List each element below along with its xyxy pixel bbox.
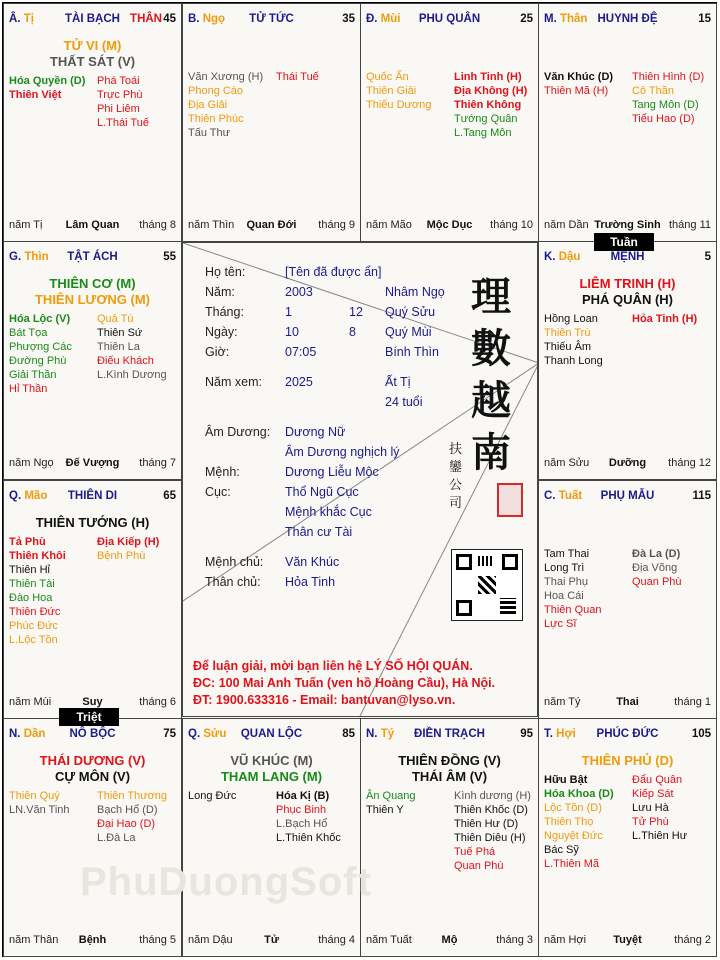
position-branch: Dần: [23, 728, 46, 740]
palace-header: [544, 13, 711, 27]
stars-left-column: [188, 70, 263, 140]
palace-cell-dan: [3, 718, 182, 957]
year-label: năm Dần: [544, 219, 589, 231]
palace-footer: [544, 219, 711, 233]
stars-left-column: [544, 312, 603, 368]
minor-star: Bệnh Phù: [97, 550, 146, 562]
palace-cell-hoi: [538, 718, 717, 957]
year-label: năm Tuất: [366, 934, 412, 946]
main-star: THAM LANG (M): [220, 769, 323, 784]
minor-star: Giải Thần: [9, 369, 57, 381]
palace-age-number: 115: [692, 490, 711, 502]
minor-star: Hữu Bật: [544, 774, 588, 786]
minor-star: Thiên Thọ: [544, 816, 594, 828]
minor-star: Thiên Hỉ: [9, 564, 50, 576]
minor-star: Phúc Đức: [9, 620, 58, 632]
year-can: Nhâm Ngọ: [385, 285, 445, 299]
month-label: tháng 9: [318, 219, 355, 231]
palace-cell-thin: [3, 241, 182, 480]
red-seal-stamp: [497, 483, 523, 517]
minor-star: L.Thái Tuế: [97, 117, 149, 129]
position-label: Â.: [9, 13, 21, 25]
palace-header: [544, 490, 711, 504]
palace-footer: [9, 457, 176, 471]
month-label: tháng 3: [496, 934, 533, 946]
minor-star: Thanh Long: [544, 355, 603, 367]
stars-right-column: [97, 535, 159, 563]
minor-star: Hỉ Thần: [9, 383, 48, 395]
yinyang-label: Âm Dương:: [205, 425, 271, 439]
calligraphy-2: 數: [471, 325, 511, 372]
palace-footer: [544, 457, 711, 471]
palace-cell-suu: [182, 718, 361, 957]
watermark: PhuDuongSoft: [80, 860, 372, 904]
month-label: tháng 1: [674, 696, 711, 708]
cuc-value: Thổ Ngũ Cục: [285, 485, 359, 499]
minor-star: Phong Cáo: [188, 85, 244, 97]
palace-age-number: 35: [342, 13, 355, 25]
minor-star: Đào Hoa: [9, 592, 53, 604]
position-label: T.: [544, 728, 553, 740]
year-label: năm Tý: [544, 696, 581, 708]
stars-right-column: [454, 70, 527, 140]
month-can: Quý Sửu: [385, 305, 436, 319]
minor-star: Bác Sỹ: [544, 844, 579, 856]
menh-chu-label: Mệnh chủ:: [205, 555, 264, 569]
position-branch: Ngọ: [202, 13, 226, 25]
minor-star: Địa Kiếp (H): [97, 536, 160, 548]
month-label: tháng 2: [674, 934, 711, 946]
minor-star: Thiên Trù: [544, 327, 591, 339]
palace-age-number: 55: [163, 251, 176, 263]
minor-star: Thiên Mã (H): [544, 85, 609, 97]
cuc-label: Cục:: [205, 485, 231, 499]
minor-star: Kình dương (H): [454, 790, 531, 802]
day-can: Quý Mùi: [385, 325, 432, 339]
minor-star: Ân Quang: [366, 790, 416, 802]
month-label: tháng 12: [668, 457, 711, 469]
palace-age-number: 45: [163, 13, 176, 25]
palace-header: [366, 13, 533, 27]
stars-right-column: [97, 312, 167, 382]
stars-left-column: [9, 74, 85, 102]
palace-footer: [544, 696, 711, 710]
minor-star: Đà La (D): [632, 548, 681, 560]
position-branch: Mùi: [380, 13, 401, 25]
life-stage: Tử: [264, 934, 279, 946]
palace-cell-ty2: [360, 718, 539, 957]
minor-star: Bát Tọa: [9, 327, 48, 339]
life-stage: Mộc Dục: [426, 219, 473, 231]
minor-star: Thiên Diêu (H): [454, 832, 526, 844]
minor-star: L.Kình Dương: [97, 369, 167, 381]
minor-star: Lộc Tồn (D): [544, 802, 602, 814]
month-label: tháng 10: [490, 219, 533, 231]
stars-right-column: [632, 773, 687, 843]
life-stage: Suy: [82, 696, 103, 708]
minor-star: Hồng Loan: [544, 313, 598, 325]
position-label: B.: [188, 13, 200, 25]
month-label: tháng 7: [139, 457, 176, 469]
minor-star: Điếu Khách: [97, 355, 154, 367]
position-branch: Hợi: [556, 728, 576, 740]
main-star: PHÁ QUÂN (H): [582, 292, 673, 307]
yinyang-value: Dương Nữ: [285, 425, 346, 439]
calligraphy-4: 南: [471, 429, 511, 476]
palace-age-number: 5: [704, 251, 711, 263]
minor-star: Quan Phù: [632, 576, 682, 588]
stars-right-column: [276, 789, 341, 845]
minor-star: Long Trì: [544, 562, 585, 574]
palace-footer: [188, 219, 355, 233]
minor-star: Thiên Hình (D): [632, 71, 705, 83]
age: 24 tuổi: [385, 395, 423, 409]
month-label: tháng 11: [668, 219, 711, 231]
minor-star: Thiên Giải: [366, 85, 417, 97]
palace-cell-ngo: [182, 3, 361, 242]
main-star: TỬ VI (M): [63, 38, 122, 53]
cuc-value3: Thân cư Tài: [285, 525, 353, 539]
minor-star: Thái Tuế: [276, 71, 319, 83]
minor-star: LN.Văn Tinh: [9, 804, 70, 816]
palace-footer: [366, 934, 533, 948]
menh-label: Mệnh:: [205, 465, 240, 479]
minor-star: Linh Tinh (H): [454, 71, 522, 83]
stars-right-column: [632, 70, 704, 126]
palace-header: [9, 251, 176, 265]
position-branch: Tị: [23, 13, 34, 25]
qr-code: [451, 549, 523, 621]
minor-star: Thiên La: [97, 341, 140, 353]
palace-cell-dau: [538, 241, 717, 480]
palace-footer: [9, 934, 176, 948]
palace-name: PHỤ MẪU: [600, 490, 655, 502]
stars-right-column: [632, 312, 697, 326]
year-label: Năm:: [205, 285, 235, 299]
palace-age-number: 95: [520, 728, 533, 740]
menh-value: Dương Liễu Mộc: [285, 465, 379, 479]
life-stage: Quan Đới: [246, 219, 297, 231]
palace-cell-tuat: [538, 480, 717, 719]
life-stage: Mộ: [441, 934, 458, 946]
minor-star: Thiên Sứ: [97, 327, 143, 339]
position-label: G.: [9, 251, 22, 263]
day-value-lunar: 8: [349, 325, 356, 339]
month-label: tháng 6: [139, 696, 176, 708]
palace-header: [9, 728, 176, 742]
main-star: THIÊN LƯƠNG (M): [34, 292, 151, 307]
palace-age-number: 105: [691, 728, 711, 740]
minor-star: Thiên Đức: [9, 606, 61, 618]
main-star: VŨ KHÚC (M): [230, 753, 313, 768]
minor-star: Hóa Khoa (D): [544, 788, 614, 800]
hour-label: Giờ:: [205, 345, 230, 359]
palace-age-number: 85: [342, 728, 355, 740]
palace-name: HUYNH ĐỆ: [597, 13, 658, 25]
minor-star: Quốc Ấn: [366, 71, 409, 83]
minor-star: Thiên Tài: [9, 578, 55, 590]
year-label: năm Dậu: [188, 934, 233, 946]
month-value-lunar: 12: [349, 305, 363, 319]
life-stage: Trường Sinh: [594, 219, 661, 231]
year-label: năm Thân: [9, 934, 59, 946]
chart-center-panel: [182, 242, 538, 717]
main-star: THIÊN TƯỚNG (H): [35, 515, 150, 530]
minor-star: Văn Xương (H): [188, 71, 264, 83]
stars-right-column: [454, 789, 531, 873]
position-label: C.: [544, 490, 556, 502]
position-label: N.: [9, 728, 21, 740]
palace-cell-mao: [3, 480, 182, 719]
stars-left-column: [366, 70, 431, 112]
minor-star: Thiên Khốc (D): [454, 804, 528, 816]
minor-star: Lưu Hà: [632, 802, 669, 814]
minor-star: Thiếu Âm: [544, 341, 592, 353]
palace-footer: [544, 934, 711, 948]
month-value: 1: [285, 305, 292, 319]
hour-value: 07:05: [285, 345, 317, 359]
palace-cell-ty: [3, 3, 182, 242]
stars-right-column: [97, 74, 149, 130]
life-stage: Lâm Quan: [65, 219, 120, 231]
palace-age-number: 65: [163, 490, 176, 502]
position-label: Q.: [9, 490, 22, 502]
position-label: Đ.: [366, 13, 378, 25]
minor-star: Đường Phù: [9, 355, 67, 367]
minor-star: Tấu Thư: [188, 127, 231, 139]
stars-left-column: [366, 789, 416, 817]
calligraphy-3: 越: [471, 377, 511, 424]
minor-star: Địa Không (H): [454, 85, 528, 97]
name-value: [Tên đã được ẩn]: [285, 265, 382, 279]
stars-left-column: [544, 547, 601, 631]
palace-age-number: 25: [520, 13, 533, 25]
minor-star: Hỏa Tinh (H): [632, 313, 698, 325]
palace-age-number: 15: [698, 13, 711, 25]
stars-right-column: [632, 547, 682, 589]
yinyang-value2: Âm Dương nghịch lý: [285, 445, 400, 459]
palace-cell-than: [538, 3, 717, 242]
palace-name: TẬT ÁCH: [67, 251, 118, 263]
palace-name: ĐIỀN TRẠCH: [414, 728, 485, 740]
minor-star: Trực Phù: [97, 89, 143, 101]
palace-age-number: 75: [163, 728, 176, 740]
seal-small-text: 扶 鑾 公 司: [449, 442, 463, 511]
minor-star: Đại Hao (D): [97, 818, 156, 830]
triet-marker: Triệt: [59, 708, 119, 726]
minor-star: Thiên Không: [454, 99, 522, 111]
calligraphy-1: 理: [471, 273, 511, 320]
minor-star: L.Thiên Mã: [544, 858, 600, 870]
life-stage: Thai: [616, 696, 639, 708]
stars-left-column: [9, 535, 66, 647]
palace-header: [9, 13, 176, 27]
minor-star: Hóa Lộc (V): [9, 313, 71, 325]
position-branch: Thân: [559, 13, 588, 25]
main-star: THIÊN CƠ (M): [49, 276, 136, 291]
main-star: THẤT SÁT (V): [49, 54, 136, 69]
minor-star: Hoa Cái: [544, 590, 584, 602]
month-label: tháng 5: [139, 934, 176, 946]
minor-star: Tiểu Hao (D): [632, 113, 695, 125]
minor-star: Long Đức: [188, 790, 237, 802]
stars-left-column: [544, 70, 613, 98]
palace-name: TÀI BẠCH: [65, 13, 120, 25]
month-label: tháng 8: [139, 219, 176, 231]
minor-star: Tướng Quân: [454, 113, 518, 125]
year-label: năm Ngọ: [9, 457, 54, 469]
minor-star: Thiên Thương: [97, 790, 168, 802]
view-year-value: 2025: [285, 375, 313, 389]
palace-name: QUAN LỘC: [240, 728, 303, 740]
minor-star: L.Lộc Tồn: [9, 634, 58, 646]
view-year-can: Ất Tị: [385, 375, 411, 389]
minor-star: L.Đà La: [97, 832, 136, 844]
minor-star: Đẩu Quân: [632, 774, 683, 786]
minor-star: L.Tang Môn: [454, 127, 512, 139]
main-star: CỰ MÔN (V): [54, 769, 131, 784]
position-branch: Thìn: [24, 251, 49, 263]
main-star: THÁI ÂM (V): [411, 769, 488, 784]
position-branch: Mão: [24, 490, 48, 502]
year-label: năm Sửu: [544, 457, 590, 469]
month-label: tháng 4: [318, 934, 355, 946]
contact-line-3: ĐT: 1900.633316 - Email: bantuvan@lyso.vn.: [193, 693, 456, 707]
hour-can: Bính Thìn: [385, 345, 439, 359]
palace-name: PHU QUÂN: [418, 13, 481, 25]
main-star: LIÊM TRINH (H): [579, 276, 676, 291]
year-value: 2003: [285, 285, 313, 299]
position-label: N.: [366, 728, 378, 740]
year-label: năm Hợi: [544, 934, 587, 946]
palace-than-marker: THÂN: [130, 13, 162, 25]
minor-star: Phá Toái: [97, 75, 140, 87]
minor-star: Hóa Kị (B): [276, 790, 330, 802]
minor-star: Kiếp Sát: [632, 788, 674, 800]
minor-star: Thai Phụ: [544, 576, 589, 588]
stars-left-column: [544, 773, 614, 871]
minor-star: Quả Tú: [97, 313, 134, 325]
name-label: Họ tên:: [205, 265, 246, 279]
palace-cell-mui: [360, 3, 539, 242]
contact-line-1: Để luận giải, mời bạn liên hệ LÝ SỐ HỘI QUÁN.: [193, 659, 473, 673]
than-chu-value: Hỏa Tinh: [285, 575, 336, 589]
year-label: năm Mão: [366, 219, 412, 231]
minor-star: Quan Phù: [454, 860, 504, 872]
palace-name: MỆNH: [610, 251, 645, 263]
minor-star: Thiên Khôi: [9, 550, 66, 562]
palace-header: [544, 251, 711, 265]
life-stage: Bệnh: [78, 934, 107, 946]
minor-star: Tả Phù: [9, 536, 46, 548]
position-branch: Sửu: [203, 728, 227, 740]
minor-star: Thiên Quan: [544, 604, 602, 616]
minor-star: L.Bạch Hổ: [276, 818, 328, 830]
day-value: 10: [285, 325, 299, 339]
minor-star: Bạch Hổ (D): [97, 804, 158, 816]
position-label: Q.: [188, 728, 201, 740]
year-label: năm Tị: [9, 219, 43, 231]
stars-right-column: [97, 789, 167, 845]
palace-footer: [366, 219, 533, 233]
minor-star: Phượng Các: [9, 341, 72, 353]
tuan-marker: Tuần: [594, 233, 654, 251]
minor-star: Nguyệt Đức: [544, 830, 603, 842]
minor-star: Phi Liêm: [97, 103, 140, 115]
minor-star: Cô Thần: [632, 85, 674, 97]
minor-star: Địa Võng: [632, 562, 678, 574]
position-branch: Tuất: [558, 490, 583, 502]
palace-header: [188, 728, 355, 742]
minor-star: L.Thiên Hư: [632, 830, 688, 842]
year-label: năm Thìn: [188, 219, 235, 231]
menh-chu-value: Văn Khúc: [285, 555, 340, 569]
than-chu-label: Thân chủ:: [205, 575, 261, 589]
position-label: K.: [544, 251, 556, 263]
palace-header: [544, 728, 711, 742]
position-branch: Dậu: [558, 251, 581, 263]
minor-star: Tam Thai: [544, 548, 590, 560]
life-stage: Tuyệt: [613, 934, 642, 946]
minor-star: Hóa Quyền (D): [9, 75, 86, 87]
month-label: Tháng:: [205, 305, 244, 319]
minor-star: Thiên Phúc: [188, 113, 244, 125]
main-star: THIÊN ĐỒNG (V): [398, 753, 501, 768]
day-label: Ngày:: [205, 325, 238, 339]
position-label: M.: [544, 13, 557, 25]
minor-star: Thiên Việt: [9, 89, 62, 101]
stars-left-column: [9, 789, 70, 817]
palace-name: NÔ BỘC: [69, 728, 116, 740]
main-star: THÁI DƯƠNG (V): [39, 753, 146, 768]
minor-star: Lực Sĩ: [544, 618, 577, 630]
stars-left-column: [9, 312, 72, 396]
minor-star: Tuế Phá: [454, 846, 496, 858]
minor-star: Địa Giải: [188, 99, 228, 111]
minor-star: Thiếu Dương: [366, 99, 432, 111]
contact-line-2: ĐC: 100 Mai Anh Tuấn (ven hồ Hoàng Cầu), Hà Nội.: [193, 676, 496, 690]
palace-name: PHÚC ĐỨC: [596, 728, 659, 740]
minor-star: Thiên Quý: [9, 790, 60, 802]
minor-star: Văn Khúc (D): [544, 71, 614, 83]
palace-header: [188, 13, 355, 27]
position-branch: Tý: [380, 728, 395, 740]
palace-footer: [188, 934, 355, 948]
minor-star: Tang Môn (D): [632, 99, 699, 111]
view-year-label: Năm xem:: [205, 375, 262, 389]
life-stage: Dưỡng: [608, 457, 647, 469]
palace-header: [366, 728, 533, 742]
minor-star: Phục Binh: [276, 804, 327, 816]
stars-right-column: [276, 70, 319, 84]
year-label: năm Mùi: [9, 696, 52, 708]
life-stage: Đế Vượng: [65, 457, 120, 469]
palace-name: THIÊN DI: [67, 490, 118, 502]
minor-star: Thiên Y: [366, 804, 404, 816]
minor-star: Tử Phù: [632, 816, 669, 828]
palace-name: TỬ TỨC: [249, 13, 294, 25]
minor-star: L.Thiên Khốc: [276, 832, 341, 844]
cuc-value2: Mệnh khắc Cục: [285, 505, 372, 519]
palace-footer: [9, 219, 176, 233]
palace-header: [9, 490, 176, 504]
main-star: THIÊN PHỦ (D): [581, 753, 674, 768]
minor-star: Thiên Hư (D): [454, 818, 519, 830]
stars-left-column: [188, 789, 236, 803]
